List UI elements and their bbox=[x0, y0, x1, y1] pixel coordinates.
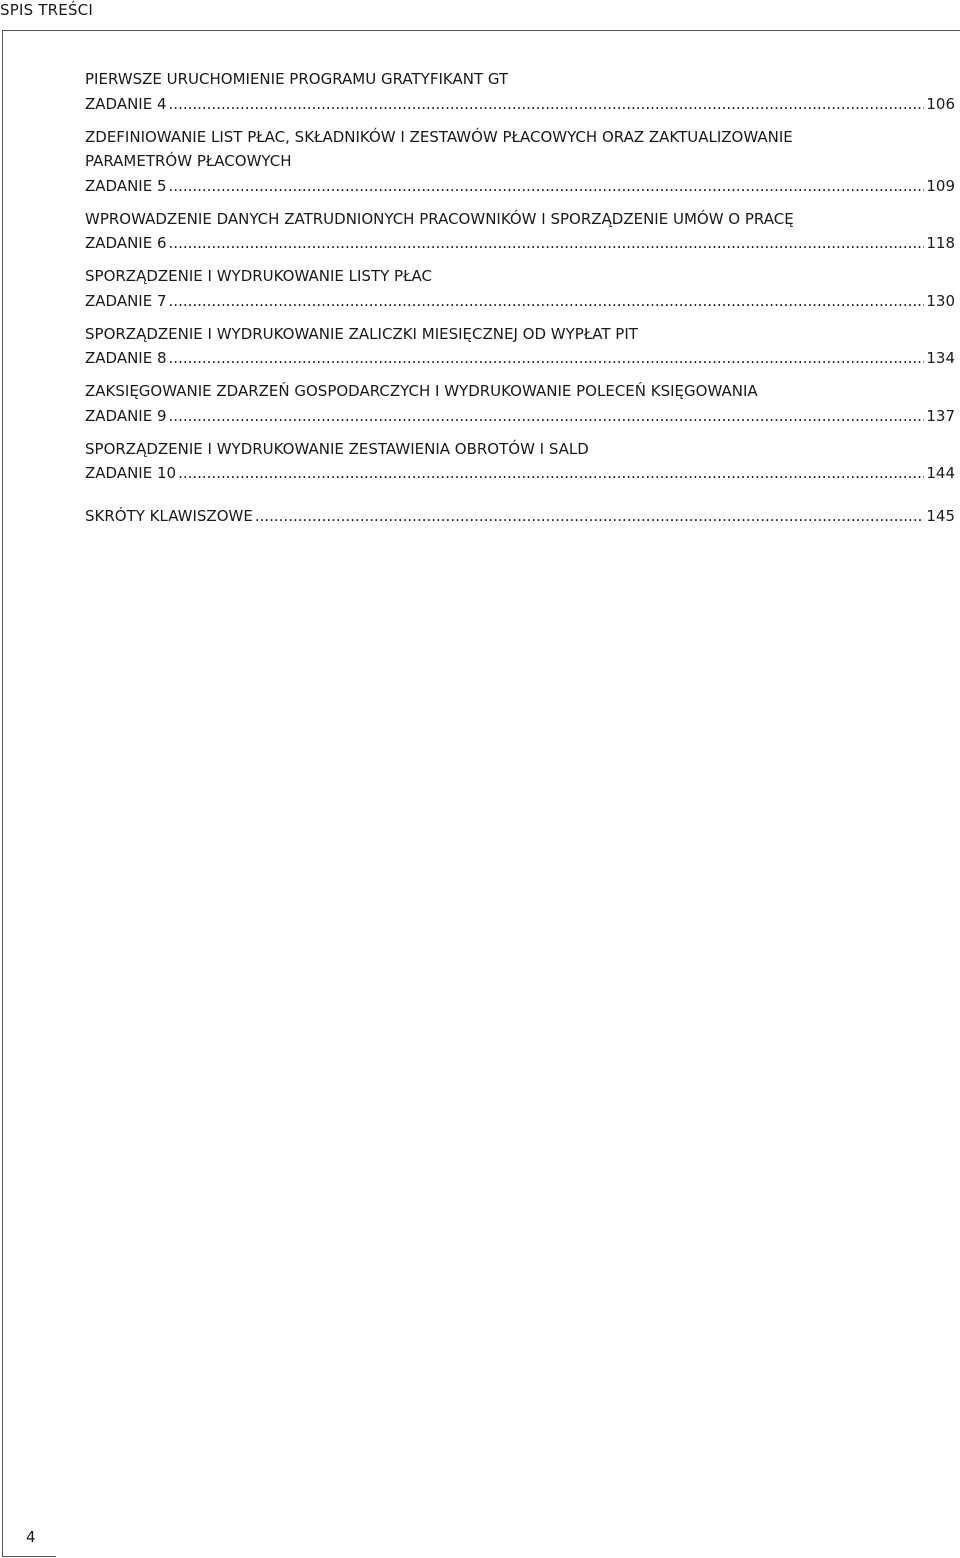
toc-entry[interactable] bbox=[85, 289, 955, 314]
toc-section bbox=[85, 67, 955, 117]
dot-leader bbox=[169, 404, 925, 429]
toc-entry-page: 134 bbox=[926, 349, 955, 367]
toc-entry-label: SKRÓTY KLAWISZOWE bbox=[85, 507, 253, 525]
toc-entry-label: ZADANIE 8 bbox=[85, 349, 167, 367]
page-header-title: SPIS TREŚCI bbox=[0, 1, 93, 19]
toc-entry-label: ZADANIE 4 bbox=[85, 94, 167, 113]
toc-entry-page: 144 bbox=[926, 464, 955, 482]
toc-entry-label: ZADANIE 7 bbox=[85, 291, 167, 310]
toc-heading: WPROWADZENIE DANYCH ZATRUDNIONYCH PRACOWNIKÓW I SPORZĄDZENIE UMÓW O PRACĘ bbox=[85, 209, 794, 228]
dot-leader bbox=[169, 174, 925, 199]
dot-leader bbox=[178, 461, 924, 486]
toc-entry-page: 106 bbox=[926, 94, 955, 113]
dot-leader bbox=[169, 231, 925, 256]
toc-entry-page: 109 bbox=[926, 176, 955, 195]
toc-entry-shortcuts[interactable] bbox=[85, 504, 955, 529]
toc-entry-page: 137 bbox=[926, 406, 955, 425]
toc-heading: ZAKSIĘGOWANIE ZDARZEŃ GOSPODARCZYCH I WYDRUKOWANIE POLECEŃ KSIĘGOWANIA bbox=[85, 382, 758, 400]
toc-section bbox=[85, 379, 955, 429]
toc-heading: SPORZĄDZENIE I WYDRUKOWANIE LISTY PŁAC bbox=[85, 267, 432, 285]
dot-leader bbox=[169, 92, 925, 117]
table-of-contents bbox=[85, 67, 955, 529]
toc-section bbox=[85, 125, 955, 199]
toc-entry[interactable] bbox=[85, 346, 955, 371]
frame-bottom-rule bbox=[2, 1556, 56, 1557]
toc-entry[interactable] bbox=[85, 231, 955, 256]
page-number: 4 bbox=[26, 1528, 36, 1546]
toc-heading: PARAMETRÓW PŁACOWYCH bbox=[85, 152, 292, 170]
toc-section bbox=[85, 264, 955, 314]
toc-entry-label: ZADANIE 6 bbox=[85, 234, 167, 252]
toc-heading: SPORZĄDZENIE I WYDRUKOWANIE ZALICZKI MIESIĘCZNEJ OD WYPŁAT PIT bbox=[85, 324, 638, 343]
toc-heading: SPORZĄDZENIE I WYDRUKOWANIE ZESTAWIENIA OBROTÓW I SALD bbox=[85, 439, 589, 458]
frame-top-rule bbox=[2, 30, 960, 31]
toc-entry[interactable] bbox=[85, 92, 955, 117]
toc-entry[interactable] bbox=[85, 461, 955, 486]
frame-left-rule bbox=[2, 30, 3, 1557]
toc-entry-page: 118 bbox=[926, 234, 955, 252]
toc-entry-page: 145 bbox=[926, 507, 955, 525]
dot-leader bbox=[169, 346, 925, 371]
toc-heading: PIERWSZE URUCHOMIENIE PROGRAMU GRATYFIKANT GT bbox=[85, 70, 509, 88]
toc-section bbox=[85, 322, 955, 372]
dot-leader bbox=[169, 289, 925, 314]
dot-leader bbox=[255, 504, 925, 529]
toc-entry-label: ZADANIE 5 bbox=[85, 176, 167, 195]
toc-entry[interactable] bbox=[85, 404, 955, 429]
toc-entry[interactable] bbox=[85, 174, 955, 199]
toc-entry-page: 130 bbox=[926, 291, 955, 310]
toc-section bbox=[85, 437, 955, 487]
toc-entry-label: ZADANIE 9 bbox=[85, 406, 167, 425]
toc-heading: ZDEFINIOWANIE LIST PŁAC, SKŁADNIKÓW I ZESTAWÓW PŁACOWYCH ORAZ ZAKTUALIZOWANIE bbox=[85, 127, 793, 146]
toc-entry-label: ZADANIE 10 bbox=[85, 464, 177, 482]
toc-section bbox=[85, 207, 955, 257]
